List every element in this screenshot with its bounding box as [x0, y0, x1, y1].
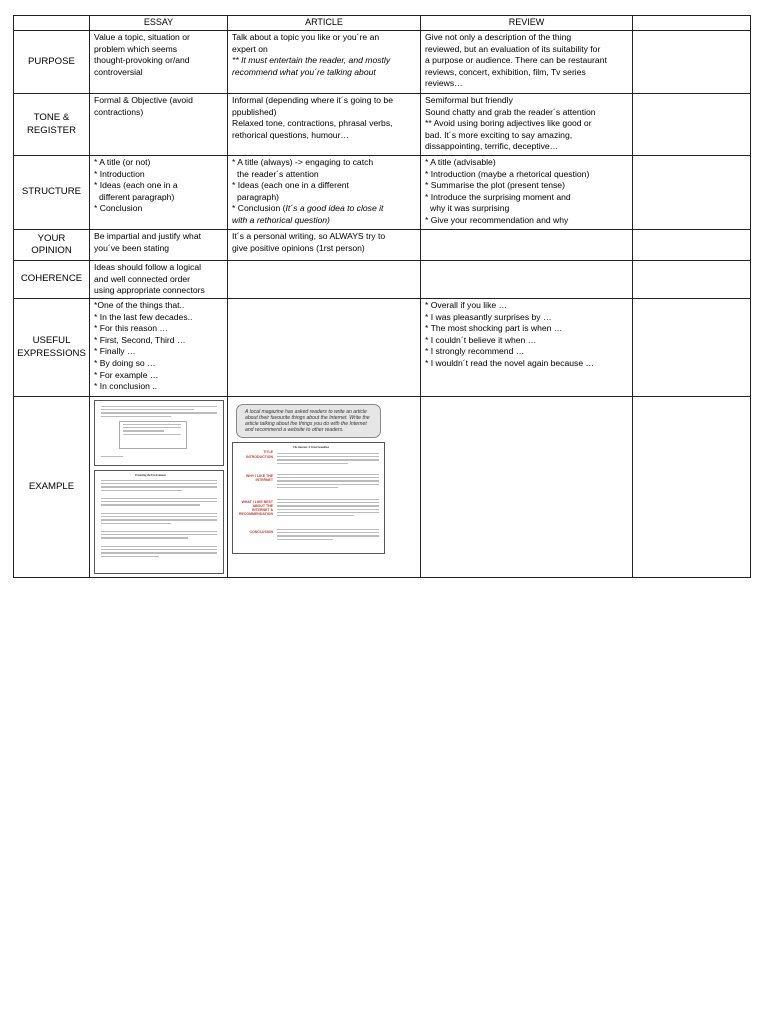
row-purpose: [14, 31, 751, 94]
cell-extra-expressions: [633, 299, 751, 397]
row-tone: [14, 94, 751, 156]
article-label-conclusion: CONCLUSION: [249, 530, 273, 534]
article-sample-thumbnail: The Internet: A Trend Soundbox TITLE INTRODUCTION WHY I LIKE THE INTERNET WHAT I LIKE BEST ABOUT THE INTERNET & RECOMMENDATION CONCLUSION: [232, 442, 385, 554]
cell-essay-structure: * A title (or not) * Introduction * Ideas (each one in a different paragraph) * Conclusion: [90, 156, 228, 230]
cell-essay-purpose: Value a topic, situation or problem which seems thought-provoking or/and controversial: [90, 31, 228, 94]
header-row: [14, 16, 751, 31]
row-structure: [14, 156, 751, 230]
cell-article-example: [228, 397, 421, 578]
row-label-opinion: YOUR OPINION: [14, 230, 90, 261]
cell-article-tone: Informal (depending where it´s going to be ppublished) Relaxed tone, contractions, phrasal verbs, rethorical questions, humour…: [228, 94, 421, 156]
cell-review-structure: * A title (advisable) * Introduction (maybe a rhetorical question) * Summarise the plot (present tense) * Introduce the surprising moment and why it was surprising * Give your recommendation and why: [421, 156, 633, 230]
cell-essay-expressions: *One of the things that.. * In the last few decades.. * For this reason … * First, Second, Third … * Finally … * By doing so … * For example … * In conclusion ..: [90, 299, 228, 397]
cell-article-expressions: [228, 299, 421, 397]
header-essay: ESSAY: [90, 16, 228, 31]
cell-extra-opinion: [633, 230, 751, 261]
cell-essay-example: [90, 397, 228, 578]
header-extra: [633, 16, 751, 31]
cell-extra-tone: [633, 94, 751, 156]
cell-extra-coherence: [633, 261, 751, 299]
article-label-why: WHY I LIKE THE INTERNET: [246, 474, 273, 482]
cell-review-expressions: * Overall if you like … * I was pleasantly surprises by … * The most shocking part is when … * I couldn´t believe it when … * I strongly recommend … * I wouldn´t read the novel again because …: [421, 299, 633, 397]
cell-extra-purpose: [633, 31, 751, 94]
header-review: REVIEW: [421, 16, 633, 31]
row-opinion: [14, 230, 751, 261]
row-label-example: EXAMPLE: [14, 397, 90, 578]
cell-article-opinion: It´s a personal writing, so ALWAYS try to give positive opinions (1rst person): [228, 230, 421, 261]
header-corner: [14, 16, 90, 31]
essay-sample-thumbnail: Protecting the Environment: [94, 470, 224, 574]
comparison-table: [13, 15, 751, 578]
cell-review-example: [421, 397, 633, 578]
row-label-expressions: USEFUL EXPRESSIONS: [14, 299, 90, 397]
cell-article-purpose: Talk about a topic you like or you´re an expert on ** It must entertain the reader, and mostly recommend what you´re talking about: [228, 31, 421, 94]
article-prompt-box: A local magazine has asked readers to write an article about their favourite things about the Internet. Write the article talking about the things you do with the Internet and recommend a website to other readers.: [236, 404, 381, 438]
cell-review-opinion: [421, 230, 633, 261]
essay-prompt-thumbnail: [94, 400, 224, 466]
row-label-tone: TONE & REGISTER: [14, 94, 90, 156]
header-article: ARTICLE: [228, 16, 421, 31]
cell-extra-example: [633, 397, 751, 578]
row-label-purpose: PURPOSE: [14, 31, 90, 94]
row-coherence: [14, 261, 751, 299]
row-expressions: [14, 299, 751, 397]
article-label-intro: INTRODUCTION: [246, 455, 273, 459]
cell-article-structure: * A title (always) -> engaging to catch the reader´s attention * Ideas (each one in a different paragraph) * Conclusion (It´s a good idea to close it with a rethorical question): [228, 156, 421, 230]
cell-extra-structure: [633, 156, 751, 230]
cell-essay-tone: Formal & Objective (avoid contractions): [90, 94, 228, 156]
cell-review-tone: Semiformal but friendly Sound chatty and grab the reader´s attention ** Avoid using boring adjectives like good or bad. It´s more exciting to say amazing, dissappointing, terrific, deceptive…: [421, 94, 633, 156]
cell-review-purpose: Give not only a description of the thing reviewed, but an evaluation of its suitability for a purpose or audience. There can be restaurant reviews, concert, exhibition, film, Tv series reviews…: [421, 31, 633, 94]
cell-review-coherence: [421, 261, 633, 299]
row-label-structure: STRUCTURE: [14, 156, 90, 230]
cell-essay-opinion: Be impartial and justify what you´ve been stating: [90, 230, 228, 261]
article-label-best: WHAT I LIKE BEST ABOUT THE INTERNET & RECOMMENDATION: [239, 500, 273, 516]
cell-article-coherence: [228, 261, 421, 299]
row-label-coherence: COHERENCE: [14, 261, 90, 299]
cell-essay-coherence: Ideas should follow a logical and well connected order using appropriate connectors: [90, 261, 228, 299]
article-label-title: TITLE: [263, 450, 273, 454]
row-example: [14, 397, 751, 578]
